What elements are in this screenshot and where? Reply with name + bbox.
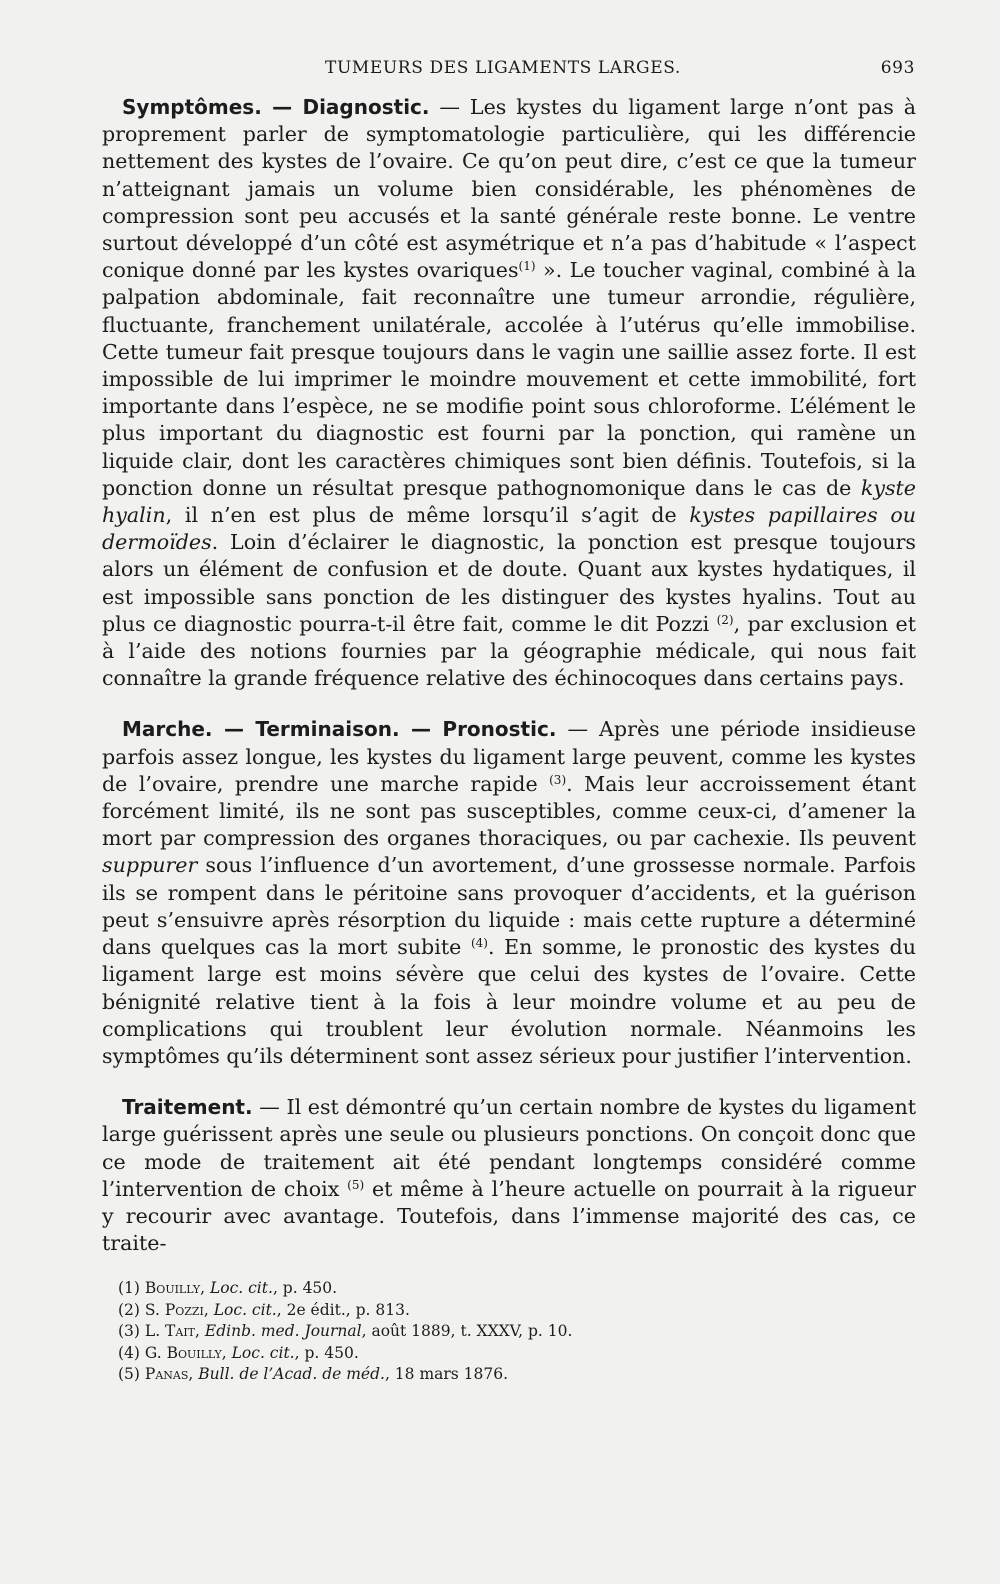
text-run: . Loin d’éclairer le diagnostic, la ponction est presque toujours alors un élément de confusion et de doute. Quant aux kystes hydatiques, il est impossible sans ponction de les distinguer des kystes hyalins. Tout au plus ce diagnostic pourra-t-il être fait, comme le dit Pozzi <box>102 530 916 636</box>
footnote-mark: (1) <box>118 1279 140 1297</box>
footnote-title: Edinb. med. Journal <box>204 1322 362 1340</box>
footnote-title: Loc. cit. <box>213 1300 277 1319</box>
footnote-author: Panas <box>144 1365 189 1383</box>
footnote: (4) G. Bouilly, Loc. cit., p. 450. <box>118 1343 359 1362</box>
text-run: . Mais leur accroissement étant forcément limité, ils ne sont pas susceptibles, comme ceux-ci, d’amener la mort par compression des organes thoraciques, ou par cachexie. Ils peuvent <box>102 771 916 851</box>
paragraph-marche <box>102 716 916 1070</box>
italic-term: kystes papillaires ou dermoïdes <box>102 503 916 555</box>
text-run: , il n’en est plus de même lorsqu’il s’agit de <box>165 503 690 528</box>
footnote-rest: , août 1889, t. XXXV, p. 10. <box>361 1322 573 1340</box>
footnote-mark: (3) <box>118 1322 140 1340</box>
section-heading: Symptômes. — Diagnostic. <box>122 95 430 119</box>
section-heading: Marche. — Terminaison. — Pronostic. <box>122 717 557 742</box>
italic-term: kyste hyalin <box>102 475 916 528</box>
footnote: (3) L. Tait, Edinb. med. Journal, août 1889, t. XXXV, p. 10. <box>118 1322 573 1340</box>
footnote-author: Bouilly <box>144 1279 201 1297</box>
footnote-ref: (2) <box>716 612 734 627</box>
footnote-ref: (1) <box>518 259 536 274</box>
paragraph-traitement <box>102 1094 916 1257</box>
footnote-author: S. Pozzi <box>144 1300 204 1319</box>
footnote-rest: , 18 mars 1876. <box>384 1365 509 1383</box>
running-title: TUMEURS DES LIGAMENTS LARGES. <box>325 58 681 78</box>
text-run: ». Le toucher vaginal, combiné à la palpation abdominale, fait reconnaître une tumeur arrondie, régulière, fluctuante, franchement unilatérale, accolée à l’utérus qu’elle immobilise. Cette tumeur fait presque toujours dans le vagin une saillie assez forte. Il est impossible de lui imprimer le moindre mouvement et cette immobilité, fort importante dans l’espèce, ne se modifie point sous chloroforme. L’élément le plus important du diagnostic est fourni par la ponction, qui ramène un liquide clair, dont les caractères chimiques sont bien définis. Toutefois, si la ponction donne un résultat presque pathognomonique dans le cas de <box>102 258 916 500</box>
page-number: 693 <box>880 58 915 78</box>
footnote-rest: , 2e édit., p. 813. <box>276 1300 410 1319</box>
footnote-title: Loc. cit. <box>231 1343 295 1362</box>
text-run: — Après une période insidieuse parfois assez longue, les kystes du ligament large peuvent, comme les kystes de l’ovaire, prendre une marche rapide <box>102 717 917 796</box>
footnote-author: G. Bouilly <box>144 1343 222 1362</box>
footnote-mark: (5) <box>118 1365 140 1383</box>
footnote: (1) Bouilly, Loc. cit., p. 450. <box>118 1279 338 1297</box>
footnote-ref: (5) <box>347 1177 365 1192</box>
text-run: sous l’influence d’un avortement, d’une grossesse normale. Parfois ils se rompent dans le péritoine sans provoquer d’accidents, et la guérison peut s’ensuivre après résorption du liquide : mais cette rupture a déterminé dans quelques cas la mort subite <box>102 853 916 960</box>
text-run: et même à l’heure actuelle on pourrait à la rigueur y recourir avec avantage. Toutefois, dans l’immense majorité des cas, ce traite- <box>102 1176 916 1256</box>
section-heading: Traitement. <box>122 1095 253 1120</box>
footnote-title: Loc. cit. <box>209 1279 273 1297</box>
footnote-mark: (2) <box>118 1300 140 1319</box>
footnotes <box>118 1278 898 1386</box>
footnote: (5) Panas, Bull. de l’Acad. de méd., 18 mars 1876. <box>118 1365 509 1383</box>
footnote: (2) S. Pozzi, Loc. cit., 2e édit., p. 813. <box>118 1300 410 1319</box>
footnote-ref: (4) <box>470 936 488 951</box>
text-run: . En somme, le pronostic des kystes du ligament large est moins sévère que celui des kystes de l’ovaire. Cette bénignité relative tient à la fois à leur moindre volume et au peu de complications qui troublent leur évolution normale. Néanmoins les symptômes qu’ils déterminent sont assez sérieux pour justifier l’intervention. <box>102 935 916 1068</box>
italic-term: suppurer <box>102 853 198 878</box>
paragraph-symptomes <box>102 94 916 692</box>
footnote-mark: (4) <box>118 1343 140 1362</box>
footnote-author: L. Tait <box>144 1322 196 1340</box>
footnote-rest: , p. 450. <box>272 1279 338 1297</box>
text-run: , par exclusion et à l’aide des notions fournies par la géographie médicale, qui nous fait connaître la grande fréquence relative des échinocoques dans certains pays. <box>102 611 916 691</box>
body-text <box>102 94 916 1257</box>
footnote-title: Bull. de l’Acad. de méd. <box>198 1365 385 1383</box>
footnote-rest: , p. 450. <box>294 1343 359 1362</box>
text-run: — Les kystes du ligament large n’ont pas à proprement parler de symptomatologie particulière, qui les différencie nettement des kystes de l’ovaire. Ce qu’on peut dire, c’est ce que la tumeur n’atteignant jamais un volume bien considérable, les phénomènes de compression sont peu accusés et la santé générale reste bonne. Le ventre surtout développé d’un côté est asymétrique et n’a pas d’habitude « l’aspect conique donné par les kystes ovariques <box>102 95 916 283</box>
text-run: — Il est démontré qu’un certain nombre de kystes du ligament large guérissent après une seule ou plusieurs ponctions. On conçoit donc que ce mode de traitement ait été pendant longtemps considéré comme l’intervention de choix <box>102 1095 916 1201</box>
footnote-ref: (3) <box>549 772 567 787</box>
